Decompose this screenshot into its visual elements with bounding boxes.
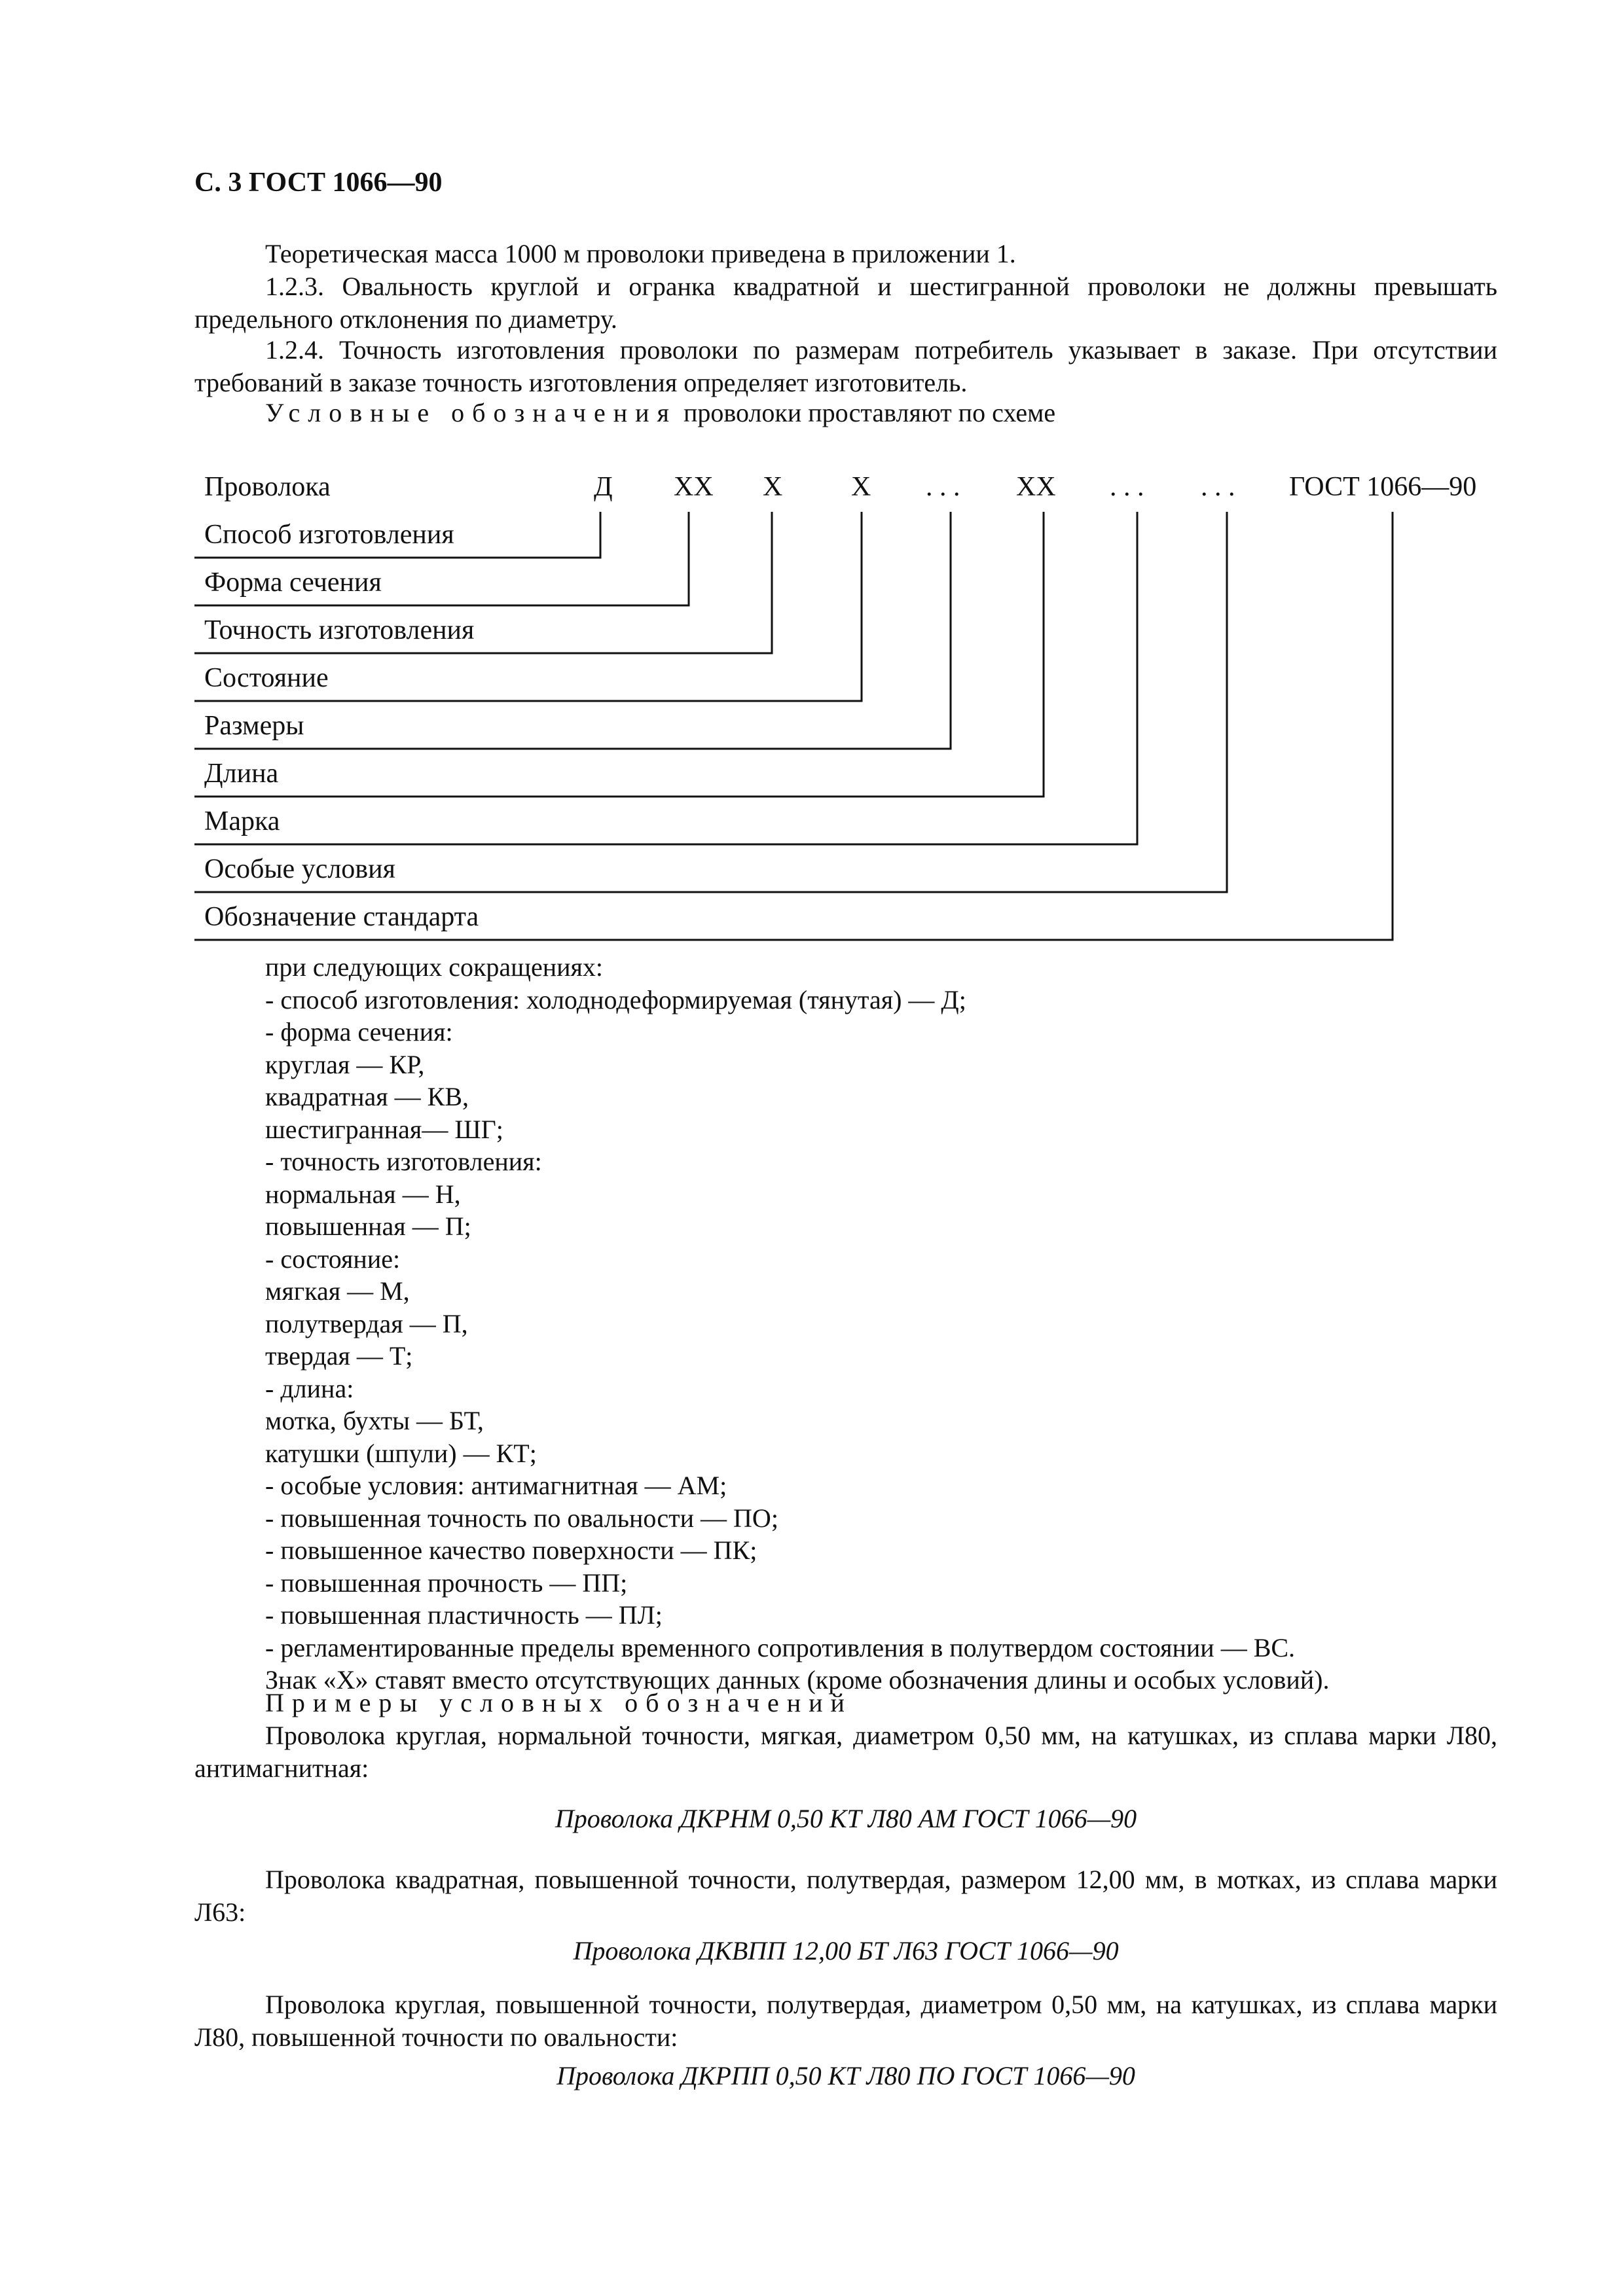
scheme-row-2: Форма сечения: [204, 567, 382, 598]
scheme-row-6: Длина: [204, 759, 279, 789]
list-item: - длина:: [265, 1373, 354, 1403]
list-item: - точность изготовления:: [265, 1147, 542, 1176]
list-item: - повышенная прочность — ПП;: [265, 1568, 628, 1598]
list-item: - форма сечения:: [265, 1017, 453, 1047]
scheme-code-2: XX: [674, 472, 714, 502]
abbreviation-list: [265, 951, 1329, 1696]
intro-paragraph-3: 1.2.4. Точность изготовления проволоки по размерам потребитель указывает в заказе. При отсутствии требований в заказе точность изготовления определяет изготовитель.: [194, 335, 1497, 397]
example-designation-3: Проволока ДКРПП 0,50 КТ Л80 ПО ГОСТ 1066—90: [556, 2061, 1135, 2090]
scheme-row-8: Особые условия: [204, 854, 395, 884]
list-item: - способ изготовления: холоднодеформируемая (тянутая) — Д;: [265, 984, 966, 1014]
example-text-2: Проволока квадратная, повышенной точности, полутвердая, размером 12,00 мм, в мотках, из сплава марки Л63:: [194, 1865, 1497, 1927]
scheme-row-3: Точность изготовления: [204, 615, 475, 645]
scheme-code-8: . . .: [1201, 472, 1235, 502]
example-designation-1: Проволока ДКРНМ 0,50 КТ Л80 АМ ГОСТ 1066—90: [555, 1804, 1137, 1833]
list-item: Знак «X» ставят вместо отсутствующих данных (кроме обозначения длины и особых условий).: [265, 1665, 1330, 1695]
scheme-row-5: Размеры: [204, 711, 304, 741]
example-designation-2: Проволока ДКВПП 12,00 БТ Л63 ГОСТ 1066—90: [573, 1936, 1119, 1965]
scheme-code-5: . . .: [926, 472, 960, 502]
scheme-row-1: Способ изготовления: [204, 520, 454, 550]
list-item: - повышенная пластичность — ПЛ;: [265, 1600, 663, 1630]
list-item: круглая — КР,: [265, 1049, 425, 1079]
scheme-intro-spaced: Условные обозначения: [265, 398, 677, 427]
example-text-3: Проволока круглая, повышенной точности, полутвердая, диаметром 0,50 мм, на катушках, из сплава марки Л80, повышенной точности по овальности:: [194, 1990, 1497, 2052]
list-item: мотка, бухты — БТ,: [265, 1406, 484, 1435]
page-header: С. 3 ГОСТ 1066—90: [194, 168, 443, 198]
scheme-code-7: . . .: [1110, 472, 1144, 502]
intro-paragraph-1: Теоретическая масса 1000 м проволоки приведена в приложении 1.: [265, 239, 1016, 268]
list-item: - особые условия: антимагнитная — АМ;: [265, 1471, 727, 1500]
intro-paragraph-2: 1.2.3. Овальность круглой и огранка квадратной и шестигранной проволоки не должны превышать предельного отклонения по диаметру.: [194, 272, 1497, 334]
example-text-1: Проволока круглая, нормальной точности, мягкая, диаметром 0,50 мм, на катушках, из сплава марки Л80, антимагнитная:: [194, 1721, 1497, 1783]
scheme-connector-7: [194, 512, 1137, 844]
list-item: - регламентированные пределы временного сопротивления в полутвердом состоянии — ВС.: [265, 1632, 1296, 1662]
examples-heading: Примеры условных обозначений: [265, 1688, 852, 1717]
scheme-row-4: Состояние: [204, 663, 329, 693]
list-item: шестигранная— ШГ;: [265, 1114, 503, 1144]
designation-scheme: [194, 458, 1504, 969]
list-item: нормальная — Н,: [265, 1179, 461, 1209]
scheme-intro-rest: проволоки проставляют по схеме: [676, 398, 1056, 427]
list-item: мягкая — М,: [265, 1276, 410, 1306]
list-item: - повышенное качество поверхности — ПК;: [265, 1535, 757, 1565]
list-item: полутвердая — П,: [265, 1308, 468, 1338]
abbreviation-intro: при следующих сокращениях:: [265, 952, 604, 982]
list-item: - повышенная точность по овальности — ПО;: [265, 1503, 778, 1533]
list-item: повышенная — П;: [265, 1211, 471, 1241]
scheme-intro: [265, 397, 1055, 429]
scheme-row-7: Марка: [204, 806, 280, 836]
list-item: - состояние:: [265, 1244, 401, 1274]
scheme-head-label: Проволока: [204, 472, 331, 502]
scheme-code-6: XX: [1016, 472, 1056, 502]
scheme-row-9: Обозначение стандарта: [204, 902, 479, 932]
scheme-code-1: Д: [594, 472, 613, 502]
list-item: твердая — Т;: [265, 1341, 413, 1371]
scheme-code-4: X: [851, 472, 871, 502]
list-item: квадратная — КВ,: [265, 1082, 469, 1111]
scheme-code-9: ГОСТ 1066—90: [1289, 472, 1477, 502]
list-item: катушки (шпули) — КТ;: [265, 1438, 537, 1468]
scheme-code-3: X: [763, 472, 783, 502]
